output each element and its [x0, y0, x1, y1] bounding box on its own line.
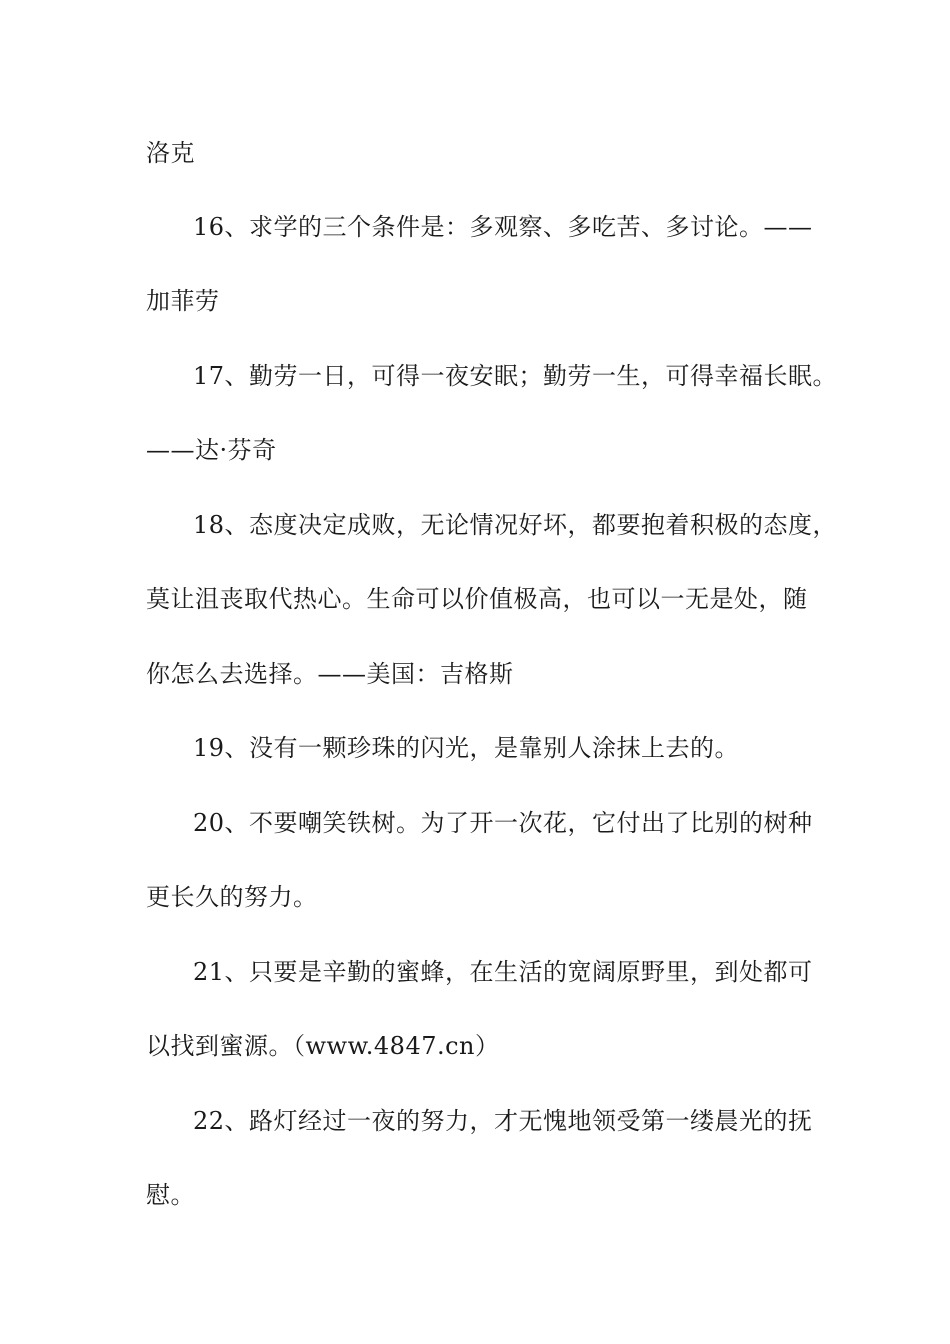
quote-22-line-1: 22、路灯经过一夜的努力，才无愧地领受第一缕晨光的抚 [193, 1107, 813, 1135]
quote-21-line-2: 以找到蜜源。（www.4847.cn） [146, 1032, 500, 1060]
quote-22-line-2: 慰。 [146, 1181, 195, 1209]
quote-18-line-2: 莫让沮丧取代热心。生命可以价值极高，也可以一无是处，随 [146, 585, 808, 613]
quote-18-line-3: 你怎么去选择。——美国：吉格斯 [146, 660, 514, 688]
quote-18-line-1: 18、态度决定成败，无论情况好坏，都要抱着积极的态度， [193, 511, 838, 539]
quote-17-author: ——达·芬奇 [146, 436, 277, 464]
quote-19-line-1: 19、没有一颗珍珠的闪光，是靠别人涂抹上去的。 [193, 734, 740, 762]
quote-16-author: 加菲劳 [146, 287, 220, 315]
quote-17-line-1: 17、勤劳一日，可得一夜安眠；勤劳一生，可得幸福长眠。 [193, 362, 838, 390]
quote-20-line-1: 20、不要嘲笑铁树。为了开一次花，它付出了比别的树种 [193, 809, 813, 837]
quote-20-line-2: 更长久的努力。 [146, 883, 318, 911]
quote-15-author-continued: 洛克 [146, 139, 195, 167]
quote-16-line-1: 16、求学的三个条件是：多观察、多吃苦、多讨论。—— [193, 213, 813, 241]
quote-21-line-1: 21、只要是辛勤的蜜蜂，在生活的宽阔原野里，到处都可 [193, 958, 813, 986]
